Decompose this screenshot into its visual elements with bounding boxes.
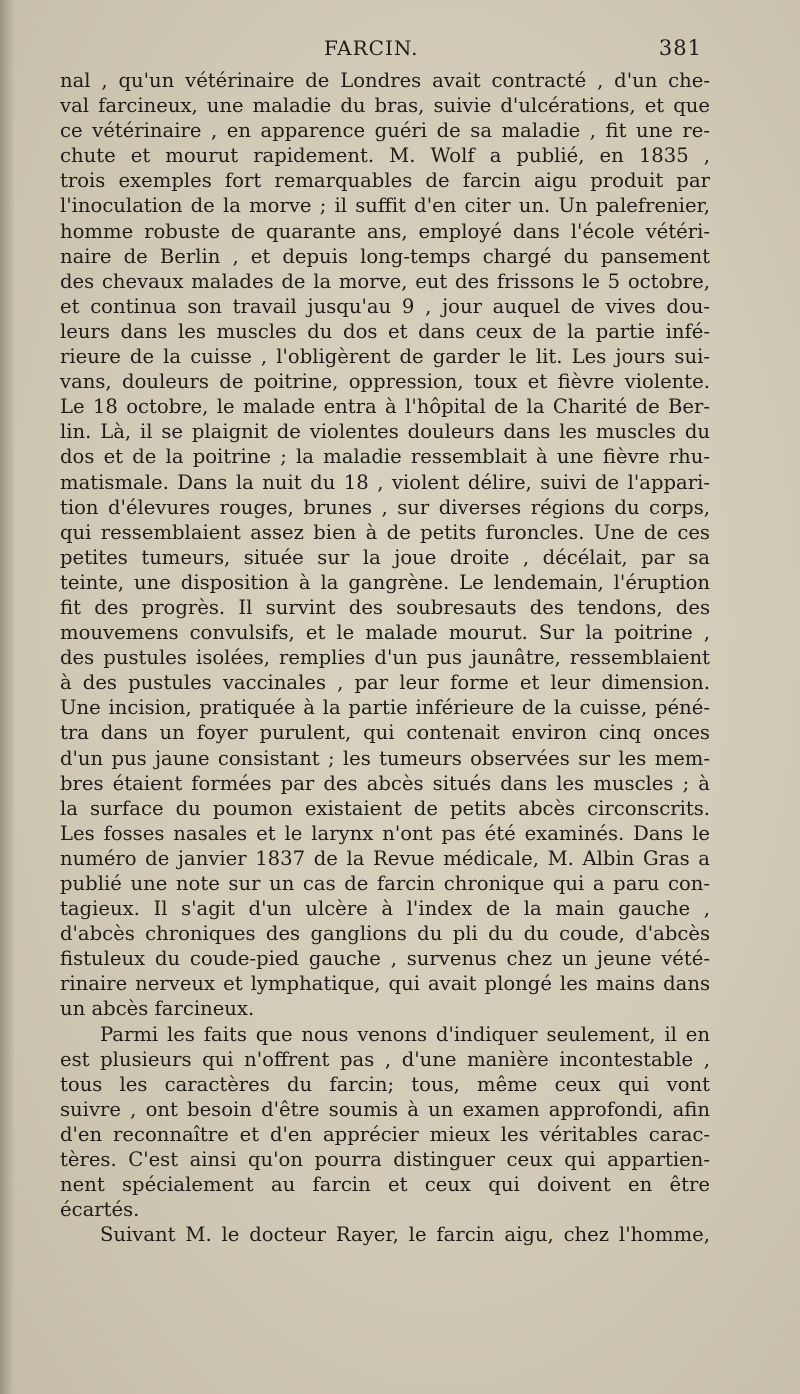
text-line: des chevaux malades de la morve, eut des frissons le 5 octobre,	[60, 269, 710, 293]
text-line: Parmi les faits que nous venons d'indiquer seulement, il en	[100, 1022, 710, 1046]
text-line: tra dans un foyer purulent, qui contenait environ cinq onces	[60, 721, 710, 745]
body-text	[60, 68, 710, 1247]
text-line: chute et mourut rapidement. M. Wolf a publié, en 1835 ,	[60, 144, 710, 168]
text-line: est plusieurs qui n'offrent pas , d'une manière incontestable ,	[60, 1047, 710, 1071]
text-line: numéro de janvier 1837 de la Revue médicale, M. Albin Gras a	[60, 846, 710, 870]
text-line: tion d'élevures rouges, brunes , sur diverses régions du corps,	[60, 495, 710, 519]
page-number: 381	[658, 36, 702, 60]
text-line: d'en reconnaître et d'en apprécier mieux les véritables carac-	[60, 1122, 710, 1146]
text-line: Le 18 octobre, le malade entra à l'hôpital de la Charité de Ber-	[60, 395, 710, 419]
text-line: mouvemens convulsifs, et le malade mourut. Sur la poitrine ,	[60, 621, 710, 645]
text-line: écartés.	[60, 1198, 140, 1222]
text-line: qui ressemblaient assez bien à de petits furoncles. Une de ces	[60, 520, 710, 544]
text-line: trois exemples fort remarquables de farcin aigu produit par	[60, 169, 710, 193]
text-line: Les fosses nasales et le larynx n'ont pas été examinés. Dans le	[60, 821, 710, 845]
text-line: rieure de la cuisse , l'obligèrent de garder le lit. Les jours sui-	[60, 345, 710, 369]
text-line: rinaire nerveux et lymphatique, qui avait plongé les mains dans	[60, 972, 710, 996]
text-line: d'un pus jaune consistant ; les tumeurs observées sur les mem-	[60, 746, 710, 770]
page-spine-shadow	[0, 0, 14, 1394]
text-line: Suivant M. le docteur Rayer, le farcin aigu, chez l'homme,	[100, 1223, 710, 1247]
text-line: et continua son travail jusqu'au 9 , jour auquel de vives dou-	[60, 294, 710, 318]
text-line: val farcineux, une maladie du bras, suivie d'ulcérations, et que	[60, 94, 710, 118]
text-line: teinte, une disposition à la gangrène. Le lendemain, l'éruption	[60, 570, 710, 594]
text-line: d'abcès chroniques des ganglions du pli du du coude, d'abcès	[60, 922, 710, 946]
text-line: matismale. Dans la nuit du 18 , violent délire, suivi de l'appari-	[60, 470, 710, 494]
text-line: leurs dans les muscles du dos et dans ceux de la partie infé-	[60, 319, 710, 343]
text-line: tères. C'est ainsi qu'on pourra distinguer ceux qui appartien-	[60, 1148, 710, 1172]
text-line: bres étaient formées par des abcès situés dans les muscles ; à	[60, 771, 710, 795]
text-line: un abcès farcineux.	[60, 997, 255, 1021]
text-line: dos et de la poitrine ; la maladie ressemblait à une fièvre rhu-	[60, 445, 710, 469]
text-line: tagieux. Il s'agit d'un ulcère à l'index de la main gauche ,	[60, 897, 710, 921]
text-line: à des pustules vaccinales , par leur forme et leur dimension.	[60, 671, 710, 695]
text-line: ce vétérinaire , en apparence guéri de sa maladie , fit une re-	[60, 119, 710, 143]
text-line: naire de Berlin , et depuis long-temps chargé du pansement	[60, 244, 710, 268]
text-line: la surface du poumon existaient de petits abcès circonscrits.	[60, 796, 710, 820]
text-line: petites tumeurs, située sur la joue droite , décélait, par sa	[60, 545, 710, 569]
text-line: homme robuste de quarante ans, employé dans l'école vétéri-	[60, 219, 710, 243]
text-line: lin. Là, il se plaignit de violentes douleurs dans les muscles du	[60, 420, 710, 444]
text-line: des pustules isolées, remplies d'un pus jaunâtre, ressemblaient	[60, 646, 710, 670]
text-line: vans, douleurs de poitrine, oppression, toux et fièvre violente.	[60, 370, 710, 394]
text-line: fit des progrès. Il survint des soubresauts des tendons, des	[60, 595, 710, 619]
text-line: publié une note sur un cas de farcin chronique qui a paru con-	[60, 872, 710, 895]
running-title: FARCIN.	[324, 36, 419, 60]
text-line: fistuleux du coude-pied gauche , survenus chez un jeune vété-	[60, 947, 710, 971]
text-line: l'inoculation de la morve ; il suffit d'en citer un. Un palefrenier,	[60, 194, 710, 218]
text-line: nent spécialement au farcin et ceux qui doivent en être	[60, 1173, 710, 1197]
text-line: Une incision, pratiquée à la partie inférieure de la cuisse, péné-	[60, 696, 710, 720]
text-line: tous les caractères du farcin; tous, même ceux qui vont	[60, 1072, 710, 1096]
text-line: nal , qu'un vétérinaire de Londres avait contracté , d'un che-	[60, 69, 710, 92]
text-line: suivre , ont besoin d'être soumis à un examen approfondi, afin	[60, 1097, 710, 1121]
